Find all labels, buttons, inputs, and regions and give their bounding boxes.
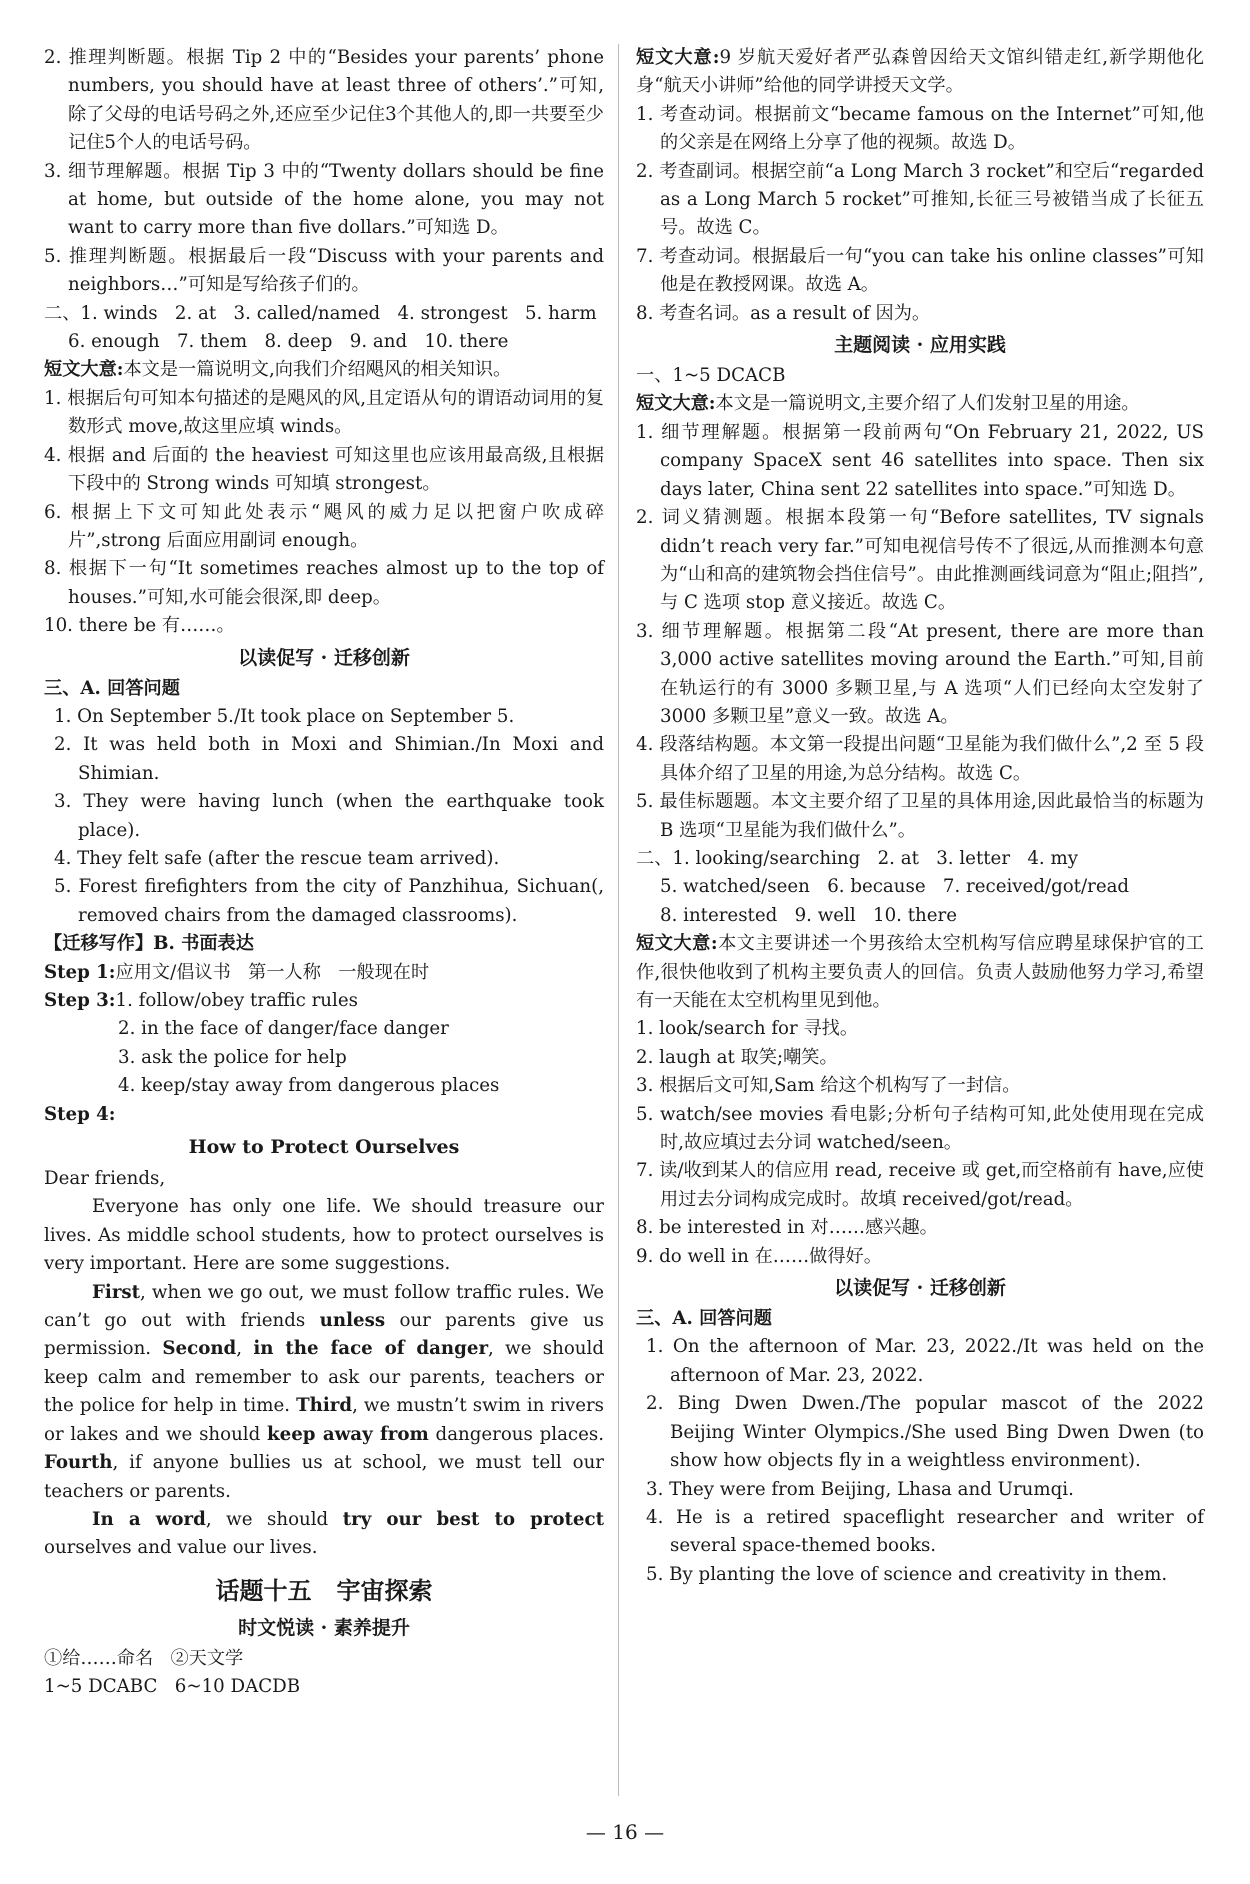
explanation-item: 1. 细节理解题。根据第一段前两句“On February 21, 2022, US company SpaceX sent 46 satellites into space. Then six days later, China sent 22 satellites into space.”可知选 D。: [636, 421, 1204, 500]
answer-item: 1. On September 5./It took place on September 5.: [54, 705, 515, 727]
topic-title: 话题十五 宇宙探索: [215, 1575, 433, 1605]
summary-text: 本文是一篇说明文,主要介绍了人们发射卫星的用途。: [715, 393, 1140, 415]
explanation-item: 9. do well in 在……做得好。: [636, 1245, 882, 1267]
answer-item: 2. Bing Dwen Dwen./The popular mascot of the 2022 Beijing Winter Olympics./She used Bing Dwen Dwen (to show how objects fly in a weightless environment).: [646, 1393, 1204, 1472]
essay-text: dangerous places.: [428, 1423, 604, 1445]
essay-text: , if anyone bullies us at school, we must tell our teachers or parents.: [44, 1452, 604, 1502]
step3-item: 4. keep/stay away from dangerous places: [118, 1075, 500, 1097]
summary-label: 短文大意:: [636, 393, 716, 415]
part2-answers-line: 8. interested 9. well 10. there: [660, 904, 957, 926]
essay-text: ourselves and value our lives.: [44, 1537, 318, 1559]
part2-answers-line: 二、1. winds 2. at 3. called/named 4. strongest 5. harm: [44, 302, 597, 324]
part-a-heading: 三、A. 回答问题: [44, 677, 180, 699]
explanation-item: 3. 根据后文可知,Sam 给这个机构写了一封信。: [636, 1075, 1021, 1097]
summary-paragraph: [636, 44, 1204, 101]
step1-line: [44, 959, 604, 987]
essay-text: ,: [236, 1338, 254, 1360]
essay-text: our parents give us permission.: [44, 1310, 605, 1360]
step4-label: Step 4:: [44, 1103, 116, 1125]
explanation-item: 1. look/search for 寻找。: [636, 1018, 859, 1040]
keyword: Third: [296, 1395, 353, 1417]
answer-item: 2. It was held both in Moxi and Shimian./In Moxi and Shimian.: [54, 734, 604, 784]
explanation-item: 2. 词义猜测题。根据本段第一句“Before satellites, TV signals didn’t reach very far.”可知电视信号传不了很远,从而推测本句意为“山和高的建筑物会挡住信号”。由此推测画线词意为“阻止;阻挡”,与 C 选项 stop 意义接近。故选 C。: [636, 507, 1204, 614]
essay-greeting: Dear friends,: [44, 1168, 166, 1190]
essay-paragraph-1: Everyone has only one life. We should treasure our lives. As middle school students, how to protect ourselves is very important. Here are some suggestions.: [44, 1196, 604, 1275]
part-a-heading: 三、A. 回答问题: [636, 1308, 772, 1330]
part2-answers-line: 6. enough 7. them 8. deep 9. and 10. there: [68, 331, 509, 353]
explanation-item: 8. be interested in 对……感兴趣。: [636, 1217, 938, 1239]
left-answer-item: 3. 细节理解题。根据 Tip 3 中的“Twenty dollars should be fine at home, but outside of the home alone, you may not want to carry more than five dollars.”可知选 D。: [44, 160, 604, 239]
explanation-item: 7. 读/收到某人的信应用 read, receive 或 get,而空格前有 have,应使用过去分词构成完成时。故填 received/got/read。: [636, 1160, 1204, 1210]
explanation-item: 10. there be 有……。: [44, 615, 235, 637]
summary-text: 本文主要讲述一个男孩给太空机构写信应聘星球保护官的工作,很快他收到了机构主要负责人的回信。负责人鼓励他努力学习,希望有一天能在太空机构里见到他。: [636, 933, 1204, 1011]
explanation-item: 2. laugh at 取笑;嘲笑。: [636, 1046, 838, 1068]
explanation-item: 8. 根据下一句“It sometimes reaches almost up to the top of houses.”可知,水可能会很深,即 deep。: [44, 558, 604, 608]
answer-item: 4. They felt safe (after the rescue team arrived).: [54, 847, 500, 869]
page-number: — 16 —: [585, 1820, 665, 1844]
column-divider: [618, 44, 619, 1796]
step1-text: 应用文/倡议书 第一人称 一般现在时: [115, 961, 430, 983]
sub-section-heading: 时文悦读 · 素养提升: [238, 1616, 410, 1639]
mc-answers: 一、1~5 DCACB: [636, 365, 786, 387]
explanation-item: 2. 考查副词。根据空前“a Long March 3 rocket”和空后“regarded as a Long March 5 rocket”可推知,长征三号被错当成了长征五号。故选 C。: [636, 160, 1204, 239]
part2-answers-line: 二、1. looking/searching 2. at 3. letter 4. my: [636, 847, 1079, 869]
writing-heading: 【迁移写作】B. 书面表达: [44, 933, 254, 955]
section-heading: 主题阅读 · 应用实践: [834, 334, 1006, 357]
summary-paragraph: [636, 390, 1204, 418]
left-answer-item: 2. 推理判断题。根据 Tip 2 中的“Besides your parents’ phone numbers, you should have at least three of others’.”可知,除了父母的电话号码之外,还应至少记住3个其他人的,即一共要至少记住5个人的电话号码。: [44, 47, 604, 154]
step3-line: [44, 987, 604, 1015]
right-column: [636, 44, 1204, 1589]
keyword: try our best to protect: [342, 1508, 604, 1530]
answer-item: 3. They were from Beijing, Lhasa and Urumqi.: [646, 1478, 1074, 1500]
summary-text: 本文是一篇说明文,向我们介绍飓风的相关知识。: [123, 359, 512, 381]
explanation-item: 7. 考查动词。根据最后一句“you can take his online classes”可知他是在教授网课。故选 A。: [636, 245, 1204, 296]
keyword: First: [92, 1281, 141, 1303]
summary-text: 9 岁航天爱好者严弘森曾因给天文馆纠错走红,新学期他化身“航天小讲师”给他的同学讲授天文学。: [636, 47, 1204, 97]
explanation-item: 1. 根据后句可知本句描述的是飓风的风,且定语从句的谓语动词用的复数形式 move,故这里应填 winds。: [44, 387, 604, 438]
explanation-item: 5. 最佳标题题。本文主要介绍了卫星的具体用途,因此最恰当的标题为 B 选项“卫星能为我们做什么”。: [636, 791, 1204, 841]
keyword: In a word: [92, 1508, 206, 1530]
essay-paragraph-2: [44, 1279, 604, 1506]
answer-item: 5. Forest firefighters from the city of Panzhihua, Sichuan(, removed chairs from the damaged classrooms).: [54, 876, 604, 926]
step3-label: Step 3:: [44, 990, 116, 1011]
left-column: [44, 44, 604, 1702]
summary-paragraph: [636, 930, 1204, 1015]
essay-text: , we mustn’t swim in rivers or lakes and we should: [44, 1395, 604, 1445]
section-heading: 以读促写 · 迁移创新: [834, 1277, 1006, 1300]
essay-text: , when we go out, we must follow traffic rules. We can’t go out with friends: [44, 1281, 604, 1332]
step3-item: 1. follow/obey traffic rules: [115, 990, 358, 1011]
section-heading: 以读促写 · 迁移创新: [238, 646, 410, 669]
explanation-item: 1. 考查动词。根据前文“became famous on the Internet”可知,他的父亲是在网络上分享了他的视频。故选 D。: [636, 103, 1204, 154]
summary-label: 短文大意:: [636, 47, 720, 68]
essay-text: , we should: [205, 1508, 343, 1530]
explanation-item: 3. 细节理解题。根据第二段“At present, there are more than 3,000 active satellites moving around the Earth.”可知,目前在轨运行的有 3000 多颗卫星,与 A 选项“人们已经向太空发射了 3000 多颗卫星”意义一致。故选 A。: [636, 620, 1204, 727]
answer-item: 5. By planting the love of science and creativity in them.: [646, 1563, 1168, 1585]
explanation-item: 4. 段落结构题。本文第一段提出问题“卫星能为我们做什么”,2 至 5 段具体介绍了卫星的用途,为总分结构。故选 C。: [636, 734, 1204, 784]
keyword: unless: [319, 1310, 386, 1332]
answer-item: 3. They were having lunch (when the earthquake took place).: [54, 791, 604, 841]
part2-answers-line: 5. watched/seen 6. because 7. received/got/read: [660, 876, 1130, 898]
step3-item: 2. in the face of danger/face danger: [118, 1018, 449, 1040]
essay-text: , we should keep calm and remember to ask our parents, teachers or the police for help in time.: [44, 1338, 604, 1417]
answer-item: 1. On the afternoon of Mar. 23, 2022./It was held on the afternoon of Mar. 23, 2022.: [646, 1336, 1204, 1386]
vocab-answers: ①给……命名 ②天文学: [44, 1647, 244, 1669]
essay-title: How to Protect Ourselves: [188, 1136, 460, 1159]
keyword: keep away from: [267, 1423, 429, 1445]
left-answer-item: 5. 推理判断题。根据最后一段“Discuss with your parents and neighbors…”可知是写给孩子们的。: [44, 245, 604, 296]
step1-label: Step 1:: [44, 961, 116, 983]
step3-item: 3. ask the police for help: [118, 1046, 347, 1068]
summary-label: 短文大意:: [636, 933, 718, 955]
explanation-item: 4. 根据 and 后面的 the heaviest 可知这里也应该用最高级,且根据下段中的 Strong winds 可知填 strongest。: [44, 444, 604, 495]
answer-item: 4. He is a retired spaceflight researcher and writer of several space-themed books.: [646, 1506, 1204, 1557]
essay-paragraph-3: [44, 1506, 604, 1563]
explanation-item: 6. 根据上下文可知此处表示“飓风的威力足以把窗户吹成碎片”,strong 后面应用副词 enough。: [44, 501, 604, 551]
keyword: in the face of danger: [253, 1338, 489, 1360]
explanation-item: 8. 考查名词。as a result of 因为。: [636, 302, 931, 324]
mc-answers: 1~5 DCABC 6~10 DACDB: [44, 1676, 301, 1698]
summary-paragraph: [44, 356, 604, 384]
explanation-item: 5. watch/see movies 看电影;分析句子结构可知,此处使用现在完成时,故应填过去分词 watched/seen。: [636, 1103, 1204, 1154]
summary-label: 短文大意:: [44, 359, 124, 381]
keyword: Second: [162, 1338, 237, 1360]
keyword: Fourth: [44, 1452, 113, 1474]
